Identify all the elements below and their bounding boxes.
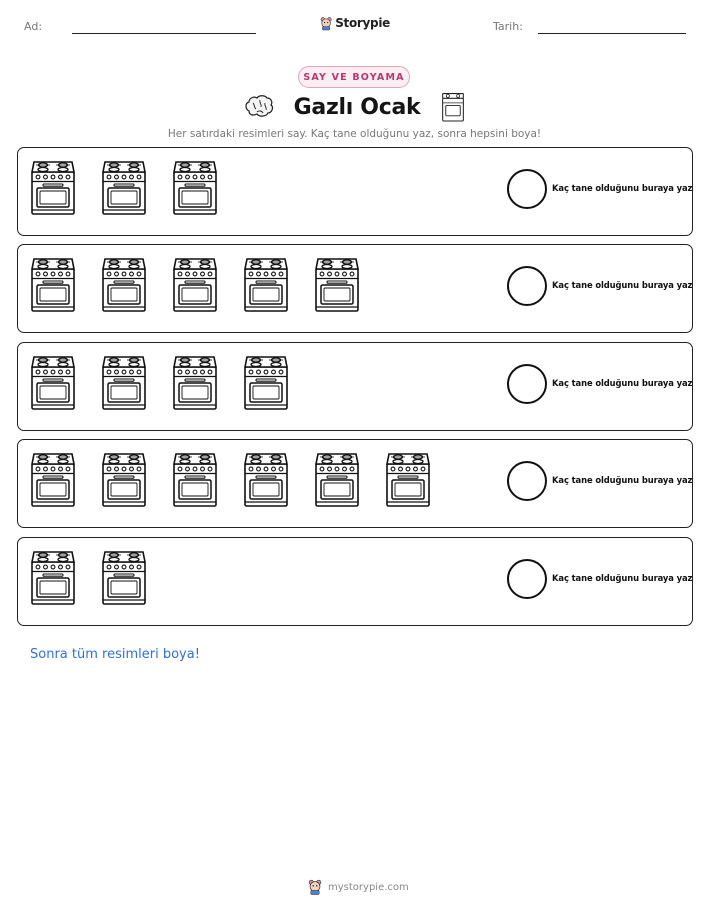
stove-icon — [385, 450, 431, 508]
answer-circle[interactable] — [507, 461, 547, 501]
stove-icon — [30, 548, 76, 606]
row-icons — [30, 450, 431, 508]
answer-circle[interactable] — [507, 559, 547, 599]
instructions-text: Her satırdaki resimleri say. Kaç tane olduğunu yaz, sonra hepsini boya! — [167, 128, 542, 140]
date-label: Tarih: — [493, 20, 523, 33]
stove-icon — [243, 450, 289, 508]
row-icons — [30, 353, 289, 411]
stove-icon — [30, 158, 76, 216]
storypie-mascot-icon — [320, 15, 332, 32]
answer-label: Kaç tane olduğunu buraya yaz — [552, 573, 693, 583]
stove-icon — [314, 255, 360, 313]
stove-icon — [243, 255, 289, 313]
answer-circle[interactable] — [507, 266, 547, 306]
name-line[interactable] — [72, 33, 256, 34]
answer-circle[interactable] — [507, 364, 547, 404]
row-icons — [30, 548, 147, 606]
counting-row — [17, 537, 693, 626]
answer-label: Kaç tane olduğunu buraya yaz — [552, 280, 693, 290]
stove-icon — [30, 353, 76, 411]
stove-icon — [243, 353, 289, 411]
color-instruction: Sonra tüm resimleri boya! — [30, 647, 200, 662]
stove-icon — [101, 353, 147, 411]
activity-badge: SAY VE BOYAMA — [298, 66, 410, 88]
counting-row — [17, 244, 693, 333]
storypie-mascot-icon — [308, 879, 322, 895]
stove-icon — [172, 158, 218, 216]
answer-label: Kaç tane olduğunu buraya yaz — [552, 378, 693, 388]
stove-icon — [30, 450, 76, 508]
footer-url[interactable]: mystorypie.com — [328, 881, 409, 893]
stove-icon — [440, 92, 466, 122]
stove-icon — [172, 353, 218, 411]
stove-icon — [30, 255, 76, 313]
stove-icon — [101, 450, 147, 508]
footer-brand — [308, 879, 409, 895]
page-title: Gazlı Ocak — [293, 94, 421, 120]
brain-icon — [244, 94, 274, 120]
stove-icon — [172, 450, 218, 508]
stove-icon — [101, 255, 147, 313]
storypie-logo — [320, 13, 390, 33]
row-icons — [30, 158, 218, 216]
name-label: Ad: — [24, 20, 43, 33]
answer-label: Kaç tane olduğunu buraya yaz — [552, 183, 693, 193]
stove-icon — [101, 548, 147, 606]
counting-row — [17, 342, 693, 431]
counting-row — [17, 147, 693, 236]
brand-name: Storypie — [335, 16, 390, 30]
date-line[interactable] — [538, 33, 686, 34]
counting-row — [17, 439, 693, 528]
stove-icon — [101, 158, 147, 216]
title-row — [244, 90, 466, 124]
row-icons — [30, 255, 360, 313]
stove-icon — [314, 450, 360, 508]
answer-circle[interactable] — [507, 169, 547, 209]
answer-label: Kaç tane olduğunu buraya yaz — [552, 475, 693, 485]
stove-icon — [172, 255, 218, 313]
